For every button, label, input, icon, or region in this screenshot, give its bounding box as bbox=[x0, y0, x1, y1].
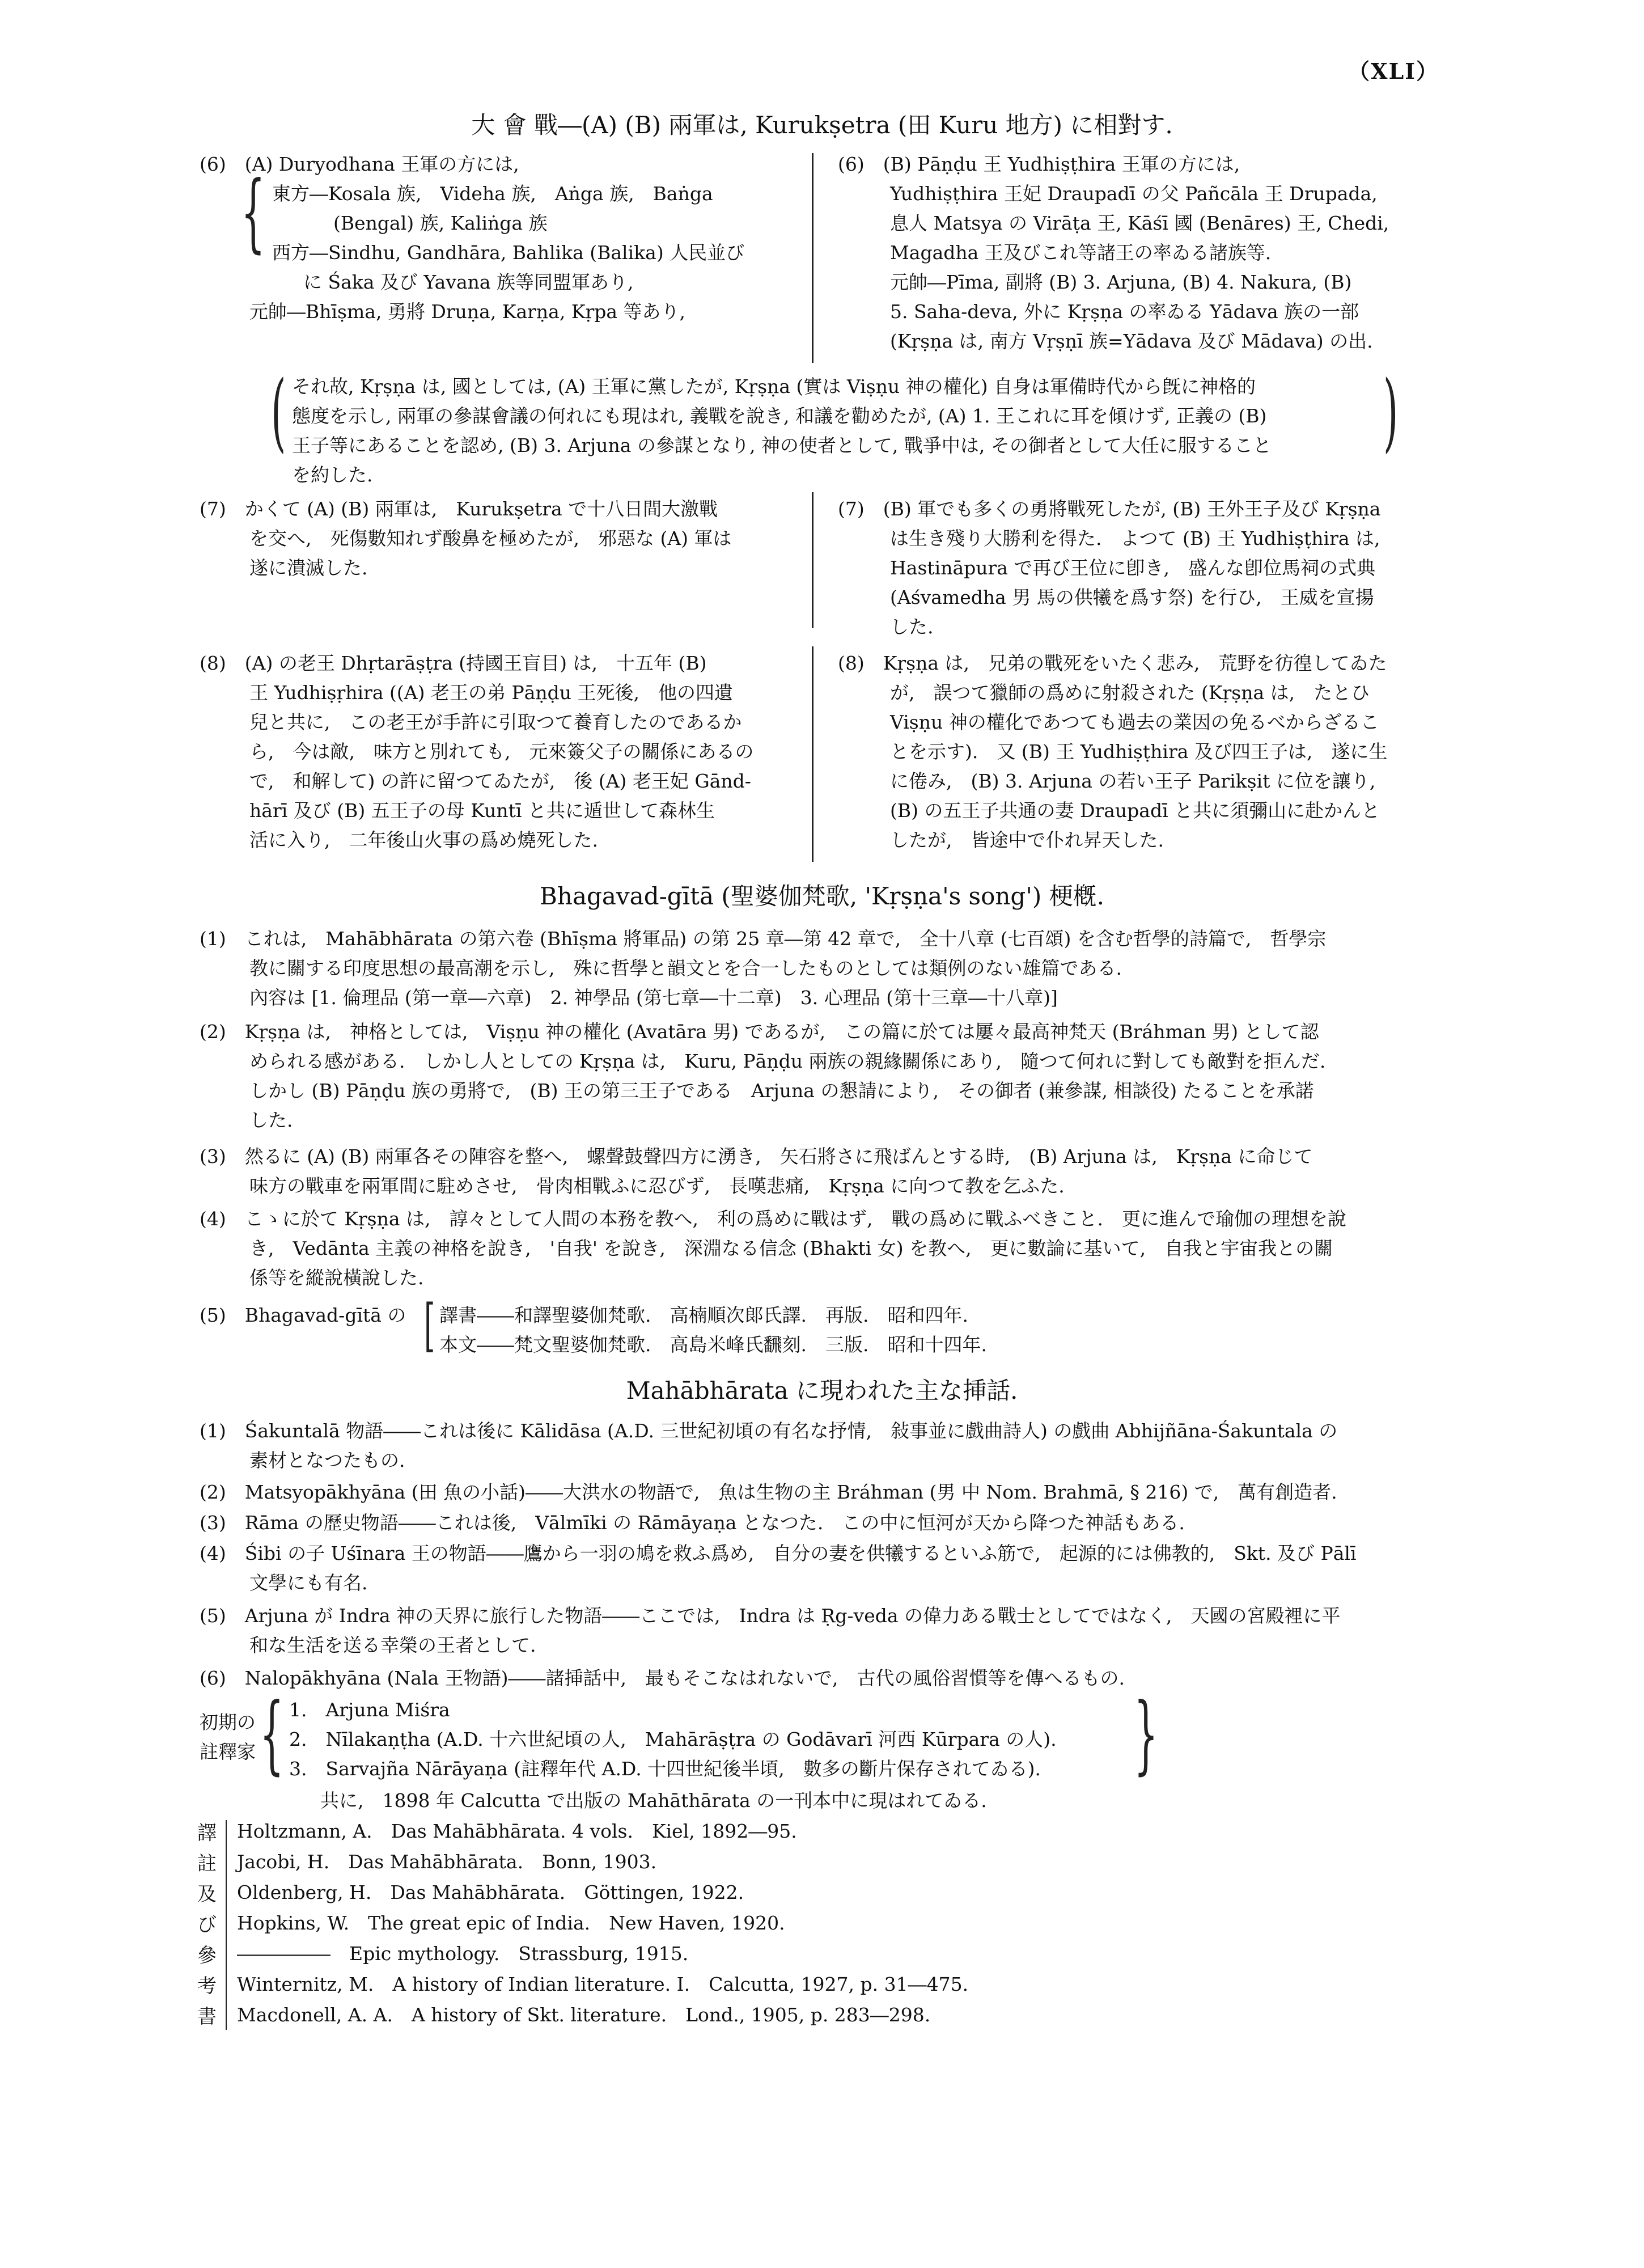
left8-line-4: で, 和解して) の許に留つてゐたが, 後 (A) 老王妃 Gānd- bbox=[249, 770, 751, 792]
references-label-4: 參 bbox=[197, 1944, 217, 1967]
right8-line-3: とを示す). 又 (B) 王 Yudhiṣṭhira 及び四王子は, 遂に生 bbox=[890, 741, 1388, 763]
s3-item2-line-0: (2) Matsyopākhyāna (田 魚の小話)――大洪水の物語で, 魚は生物の主 Bráhman (男 中 Nom. Brahmā, § 216) で, 萬有創造者. bbox=[200, 1481, 1337, 1503]
right8-line-6: したが, 皆途中で仆れ昇天した. bbox=[890, 829, 1164, 851]
left8-line-6: 活に入り, 二年後山火事の爲め燒死した. bbox=[249, 829, 598, 851]
left6-line-5: 元帥―Bhīṣma, 勇將 Druṇa, Karṇa, Kṛpa 等あり, bbox=[249, 301, 686, 323]
s3-item6-line-0: (6) Nalopākhyāna (Nala 王物語)――諸挿話中, 最もそこなはれないで, 古代の風俗習慣等を傳へるもの. bbox=[200, 1667, 1125, 1689]
left6-line-3: 西方―Sindhu, Gandhāra, Bahlika (Balika) 人民並び bbox=[272, 242, 745, 264]
references-label-3: び bbox=[197, 1914, 217, 1936]
references-label-0: 譯 bbox=[197, 1822, 217, 1844]
left8-line-5: hārī 及び (B) 五王子の母 Kuntī と共に遁世して森林生 bbox=[249, 799, 715, 822]
reference-4: Hopkins, W. The great epic of India. New Haven, 1920. bbox=[237, 1912, 785, 1934]
left8-line-3: ら, 今は敵, 味方と別れても, 元來簽父子の關係にあるの bbox=[249, 741, 754, 763]
s3-item4-line-0: (4) Śibi の子 Uśīnara 王の物語――鷹から一羽の鳩を救ふ爲め, 自分の妻を供犧するといふ筋で, 起源的には佛教的, Skt. 及び Pālī bbox=[200, 1542, 1357, 1564]
references-label-2: 及 bbox=[197, 1883, 217, 1906]
reference-1: Holtzmann, A. Das Mahābhārata. 4 vols. Kiel, 1892―95. bbox=[237, 1820, 797, 1842]
s2-item2-line-3: した. bbox=[249, 1109, 293, 1131]
right6-line-2: 息人 Matsya の Virāṭa 王, Kāśī 國 (Benāres) 王, Chedi, bbox=[890, 212, 1389, 234]
column-divider-6 bbox=[812, 153, 813, 363]
right7-line-2: Hastināpura で再び王位に卽き, 盛んな卽位馬祠の式典 bbox=[890, 557, 1375, 579]
left6-line-2: (Bengal) 族, Kaliṅga 族 bbox=[333, 212, 548, 234]
right7-line-4: した. bbox=[890, 616, 934, 638]
left7-line-1: を交へ, 死傷數知れず酸鼻を極めたが, 邪惡な (A) 軍は bbox=[249, 527, 732, 549]
s3-item1-line-1: 素材となつたもの. bbox=[249, 1449, 405, 1471]
reference-7: Macdonell, A. A. A history of Skt. literature. Lond., 1905, p. 283―298. bbox=[237, 2004, 931, 2026]
references-label-6: 書 bbox=[197, 2005, 217, 2028]
references-label-5: 考 bbox=[197, 1975, 217, 1998]
right8-line-2: Viṣṇu 神の權化であつても過去の業因の免るべからざるこ bbox=[890, 711, 1379, 733]
page-number: （XLI） bbox=[1348, 58, 1439, 84]
reference-5: ――――― Epic mythology. Strassburg, 1915. bbox=[237, 1943, 689, 1965]
right6-line-4: 元帥―Pīma, 副將 (B) 3. Arjuna, (B) 4. Nakura, (B) bbox=[890, 271, 1352, 293]
s3-item5-line-0: (5) Arjuna が Indra 神の天界に旅行した物語――ここでは, Indra は Ṛg-veda の偉力ある戰士としてではなく, 天國の宮殿裡に平 bbox=[200, 1605, 1341, 1627]
s2-item1-line-2: 內容は [1. 倫理品 (第一章―六章) 2. 神學品 (第七章―十二章) 3. 心理品 (第十三章―十八章)] bbox=[249, 987, 1058, 1009]
right6-line-3: Magadha 王及びこれ等諸王の率ゐる諸族等. bbox=[890, 242, 1272, 264]
left7-line-2: 遂に潰滅した. bbox=[249, 557, 368, 579]
left7-line-0: (7) かくて (A) (B) 兩軍は, Kurukṣetra で十八日間大激戰 bbox=[200, 498, 718, 520]
right6-line-5: 5. Saha-deva, 外に Kṛṣṇa の率ゐる Yādava 族の一部 bbox=[890, 301, 1359, 323]
s3-item1-line-0: (1) Śakuntalā 物語――これは後に Kālidāsa (A.D. 三世紀初頃の有名な抒情, 敍事並に戲曲詩人) の戲曲 Abhijñāna-Śakuntala の bbox=[200, 1420, 1338, 1442]
column-divider-7 bbox=[812, 492, 813, 628]
right7-line-1: は生き殘り大勝利を得た. よつて (B) 王 Yudhiṣṭhira は, bbox=[890, 527, 1380, 549]
left8-line-0: (8) (A) の老王 Dhṛtarāṣṭra (持國王盲目) は, 十五年 (B) bbox=[200, 652, 707, 674]
note-line-3: を約した. bbox=[292, 464, 373, 486]
commentator-1: 1. Arjuna Miśra bbox=[289, 1699, 450, 1721]
right7-line-0: (7) (B) 軍でも多くの勇將戰死したが, (B) 王外王子及び Kṛṣṇa bbox=[838, 498, 1381, 520]
left6-line-4: に Śaka 及び Yavana 族等同盟軍あり, bbox=[303, 271, 634, 293]
s2-item3-line-0: (3) 然るに (A) (B) 兩軍各その陣容を整へ, 螺聲鼓聲四方に湧き, 矢石將さに飛ばんとする時, (B) Arjuna は, Kṛṣṇa に命じて bbox=[200, 1145, 1313, 1167]
commentator-3: 3. Sarvajña Nārāyaṇa (註釋年代 A.D. 十四世紀後半頃, 數多の斷片保存されてゐる). bbox=[289, 1758, 1041, 1780]
s2-item1-line-0: (1) これは, Mahābhārata の第六卷 (Bhīṣma 將軍品) の第 25 章―第 42 章で, 全十八章 (七百頌) を含む哲學的詩篇で, 哲學宗 bbox=[200, 928, 1327, 950]
right6-line-1: Yudhiṣṭhira 王妃 Draupadī の父 Pañcāla 王 Drupada, bbox=[890, 183, 1378, 205]
commentators-note: 共に, 1898 年 Calcutta で出版の Mahāthārata の一刊本中に現はれてゐる. bbox=[320, 1789, 987, 1812]
section1-title: 大 會 戰―(A) (B) 兩軍は, Kurukṣetra (田 Kuru 地方) に相對す. bbox=[471, 111, 1173, 139]
commentators-right-brace: } bbox=[1134, 1685, 1158, 1784]
s2-item2-line-0: (2) Kṛṣṇa は, 神格としては, Viṣṇu 神の權化 (Avatāra 男) であるが, この篇に於ては屢々最高神梵天 (Bráhman 男) として認 bbox=[200, 1021, 1319, 1043]
note-left-bracket: ( bbox=[271, 363, 286, 462]
right8-line-0: (8) Kṛṣṇa は, 兄弟の戰死をいたく悲み, 荒野を彷徨してゐた bbox=[838, 652, 1387, 674]
s2-item2-line-1: められる感がある. しかし人としての Kṛṣṇa は, Kuru, Pāṇḍu 兩族の親緣關係にあり, 隨つて何れに對しても敵對を拒んだ. bbox=[249, 1050, 1326, 1072]
left6-line-0: (6) (A) Duryodhana 王軍の方には, bbox=[200, 153, 519, 175]
left8-line-1: 王 Yudhiṣṛhira ((A) 老王の弟 Pāṇḍu 王死後, 他の四遺 bbox=[249, 682, 733, 704]
left8-line-2: 兒と共に, この老王が手許に引取つて養育したのであるか bbox=[249, 711, 742, 733]
right6-line-0: (6) (B) Pāṇḍu 王 Yudhiṣṭhira 王軍の方には, bbox=[838, 153, 1240, 175]
commentator-2: 2. Nīlakaṇṭha (A.D. 十六世紀頃の人, Mahārāṣṭra の Godāvarī 河西 Kūrpara の人). bbox=[289, 1728, 1057, 1750]
column-divider-8 bbox=[812, 646, 813, 862]
s2-item2-line-2: しかし (B) Pāṇḍu 族の勇將で, (B) 王の第三王子である Arjuna の懇請により, その御者 (兼參謀, 相談役) たることを承諾 bbox=[249, 1080, 1314, 1102]
s2-item5-row-1: 本文――梵文聖婆伽梵歌. 高島米峰氏飜刻. 三版. 昭和十四年. bbox=[439, 1334, 987, 1356]
s2-item5-label: (5) Bhagavad-gītā の bbox=[200, 1304, 406, 1326]
right8-line-4: に倦み, (B) 3. Arjuna の若い王子 Parikṣit に位を讓り, bbox=[890, 770, 1376, 792]
references-divider bbox=[226, 1820, 227, 2030]
s2-item4-line-0: (4) こゝに於て Kṛṣṇa は, 諄々として人間の本務を教へ, 利の爲めに戰はず, 戰の爲めに戰ふべきこと. 更に進んで瑜伽の理想を說 bbox=[200, 1208, 1346, 1230]
left6-line-1: 東方―Kosala 族, Videha 族, Aṅga 族, Baṅga bbox=[272, 183, 713, 205]
s2-item5-brace: [ bbox=[424, 1292, 435, 1359]
right8-line-1: が, 誤つて獵師の爲めに射殺された (Kṛṣṇa は, たとひ bbox=[890, 682, 1370, 704]
left6-brace: { bbox=[241, 163, 265, 262]
s3-item4-line-1: 文學にも有名. bbox=[249, 1572, 368, 1594]
s3-item5-line-1: 和な生活を送る幸榮の王者として. bbox=[249, 1634, 536, 1656]
s2-item4-line-1: き, Vedānta 主義の神格を說き, '自我' を說き, 深淵なる信念 (Bhakti 女) を教へ, 更に數論に基いて, 自我と宇宙我との關 bbox=[249, 1237, 1333, 1259]
section2-title: Bhagavad-gītā (聖婆伽梵歌, 'Kṛṣṇa's song') 梗槪. bbox=[540, 882, 1104, 910]
s2-item3-line-1: 味方の戰車を兩軍間に駐めさせ, 骨肉相戰ふに忍びず, 長嘆悲痛, Kṛṣṇa に向つて教を乞ふた. bbox=[249, 1175, 1065, 1197]
references-label-1: 註 bbox=[197, 1852, 217, 1875]
reference-6: Winternitz, M. A history of Indian literature. I. Calcutta, 1927, p. 31―475. bbox=[237, 1973, 969, 1995]
s2-item4-line-2: 係等を縱說橫說した. bbox=[249, 1267, 424, 1289]
note-line-2: 王子等にあることを認め, (B) 3. Arjuna の參謀となり, 神の使者として, 戰爭中は, その御者として大任に服すること bbox=[292, 434, 1272, 456]
s3-item3-line-0: (3) Rāma の歷史物語――これは後, Vālmīki の Rāmāyaṇa となつた. この中に恒河が天から降つた神話もある. bbox=[200, 1512, 1185, 1534]
reference-2: Jacobi, H. Das Mahābhārata. Bonn, 1903. bbox=[237, 1851, 657, 1873]
right8-line-5: (B) の五王子共通の妻 Draupadī と共に須彌山に赴かんと bbox=[890, 799, 1380, 822]
reference-3: Oldenberg, H. Das Mahābhārata. Göttingen, 1922. bbox=[237, 1881, 744, 1903]
right7-line-3: (Aśvamedha 男 馬の供犧を爲す祭) を行ひ, 王威を宣揚 bbox=[890, 586, 1374, 608]
commentators-left-brace: { bbox=[260, 1685, 284, 1784]
note-right-bracket: ) bbox=[1383, 363, 1399, 462]
commentators-label-0: 初期の bbox=[200, 1711, 256, 1733]
commentators-label-1: 註釋家 bbox=[200, 1741, 256, 1763]
right6-line-6: (Kṛṣṇa は, 南方 Vṛṣṇī 族=Yādava 及び Mādava) の出. bbox=[890, 330, 1373, 352]
note-line-1: 態度を示し, 兩軍の參謀會議の何れにも現はれ, 義戰を說き, 和議を勸めたが, (A) 1. 王これに耳を傾けず, 正義の (B) bbox=[292, 405, 1267, 427]
s2-item1-line-1: 教に關する印度思想の最高潮を示し, 殊に哲學と韻文とを合一したものとしては類例のない雄篇である. bbox=[249, 957, 1122, 979]
section3-title: Mahābhārata に現われた主な挿話. bbox=[626, 1377, 1018, 1404]
s2-item5-row-0: 譯書――和譯聖婆伽梵歌. 高楠順次郞氏譯. 再版. 昭和四年. bbox=[439, 1304, 968, 1326]
note-line-0: それ故, Kṛṣṇa は, 國としては, (A) 王軍に黨したが, Kṛṣṇa (實は Viṣṇu 神の權化) 自身は軍備時代から旣に神格的 bbox=[292, 375, 1256, 397]
